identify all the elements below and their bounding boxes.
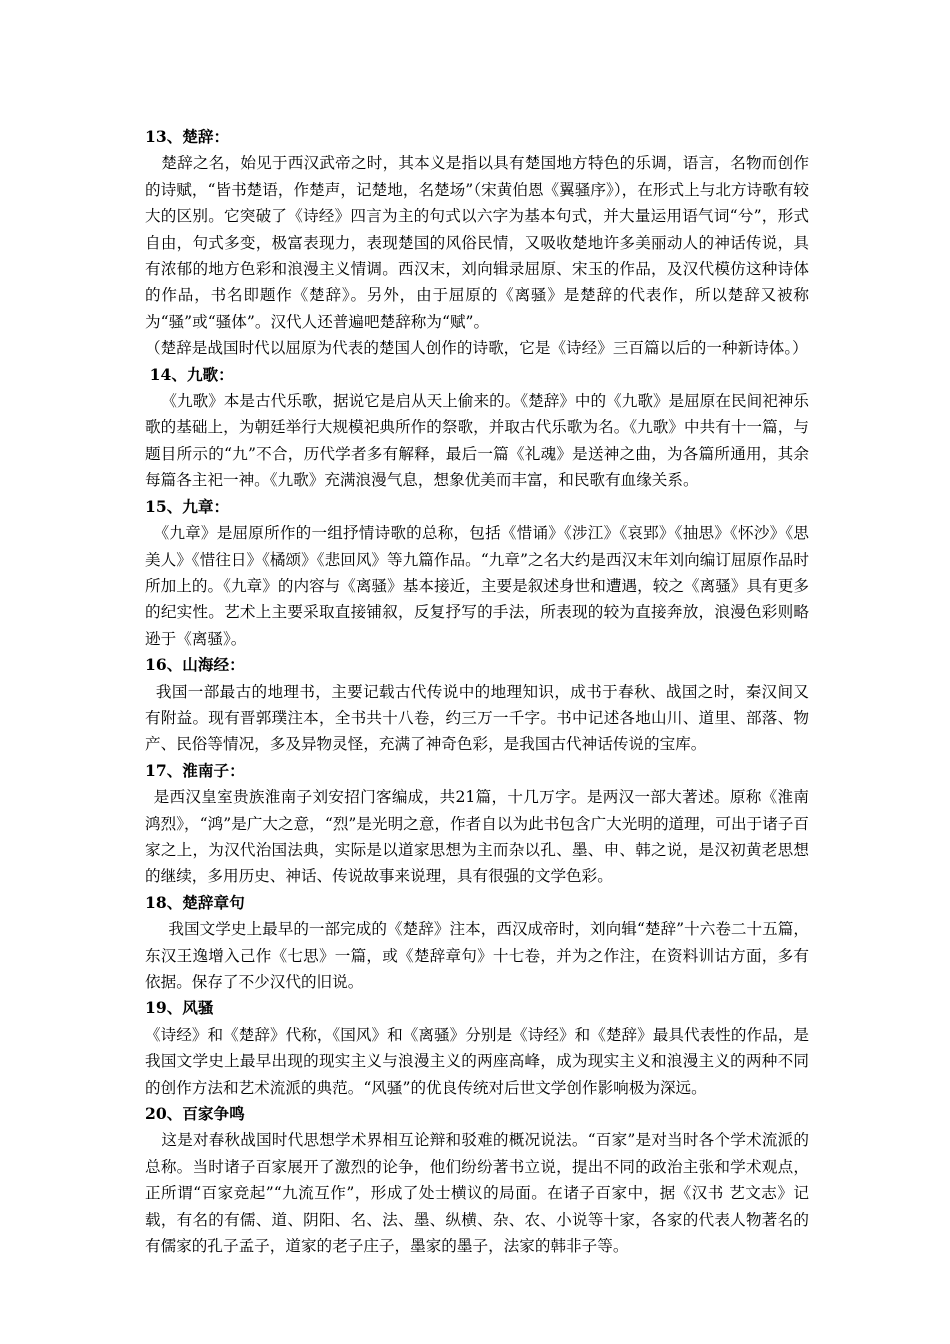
section-14-paragraph: 《九歌》本是古代乐歌，据说它是启从天上偷来的。《楚辞》中的《九歌》是屈原在民间祀神乐歌的基础上，为朝廷举行大规模祀典所作的祭歌，并取古代乐歌为名。《九歌》中共有十一篇，与题目所示的“九”不合，历代学者多有解释，最后一篇《礼魂》是送神之曲，为各篇所通用，其余每篇各主祀一神。《九歌》充满浪漫气息，想象优美而丰富，和民歌有血缘关系。	[145, 392, 809, 490]
section-15-heading: 15、九章：	[145, 496, 230, 516]
section-15-paragraph: 《九章》是屈原所作的一组抒情诗歌的总称，包括《惜诵》《涉江》《哀郢》《抽思》《怀沙》《思美人》《惜往日》《橘颂》《悲回风》等九篇作品。“九章”之名大约是西汉末年刘向编订屈原作品时所加上的。《九章》的内容与《离骚》基本接近，主要是叙述身世和遭遇，较之《离骚》具有更多的纪实性。艺术上主要采取直接铺叙，反复抒写的手法，所表现的较为直接奔放，浪漫色彩则略逊于《离骚》。	[145, 524, 809, 648]
section-19-paragraph: 《诗经》和《楚辞》代称，《国风》和《离骚》分别是《诗经》和《楚辞》最具代表性的作品，是我国文学史上最早出现的现实主义与浪漫主义的两座高峰，成为现实主义和浪漫主义的两种不同的创作方法和艺术流派的典范。“风骚”的优良传统对后世文学创作影响极为深远。	[145, 1025, 809, 1097]
section-20-paragraph: 这是对春秋战国时代思想学术界相互论辩和驳难的概况说法。“百家”是对当时各个学术流派的总称。当时诸子百家展开了激烈的论争，他们纷纷著书立说，提出不同的政治主张和学术观点，正所谓“百家竞起”“九流互作”，形成了处士横议的局面。在诸子百家中，据《汉书 艺文志》记载，有名的有儒、道、阴阳、名、法、墨、纵横、杂、农、小说等十家，各家的代表人物著名的有儒家的孔子孟子，道家的老子庄子，墨家的墨子，法家的韩非子等。	[145, 1131, 809, 1256]
section-17-heading: 17、淮南子：	[145, 760, 245, 780]
section-18-paragraph: 我国文学史上最早的一部完成的《楚辞》注本，西汉成帝时，刘向辑“楚辞”十六卷二十五篇，东汉王逸增入己作《七思》一篇，或《楚辞章句》十七卷，并为之作注，在资料训诂方面，多有依据。保存了不少汉代的旧说。	[145, 920, 809, 991]
section-19-heading: 19、风骚	[145, 998, 214, 1018]
section-13-note: （楚辞是战国时代以屈原为代表的楚国人创作的诗歌，它是《诗经》三百篇以后的一种新诗体。）	[145, 339, 808, 358]
section-20-heading: 20、百家争鸣	[145, 1104, 245, 1124]
section-17-paragraph: 是西汉皇室贵族淮南子刘安招门客编成，共21篇，十几万字。是两汉一部大著述。原称《淮南鸿烈》，“鸿”是广大之意，“烈”是光明之意，作者自以为此书包含广大光明的道理，可出于诸子百家之上，为汉代治国法典，实际是以道家思想为主而杂以孔、墨、申、韩之说，是汉初黄老思想的继续，多用历史、神话、传说故事来说理，具有很强的文学色彩。	[145, 788, 809, 886]
section-13-paragraph: 楚辞之名，始见于西汉武帝之时，其本义是指以具有楚国地方特色的乐调，语言，名物而创作的诗赋，“皆书楚语，作楚声，记楚地，名楚场”（宋黄伯恩《翼骚序》），在形式上与北方诗歌有较大的区别。它突破了《诗经》四言为主的句式以六字为基本句式，并大量运用语气词“兮”，形式自由，句式多变，极富表现力，表现楚国的风俗民情，又吸收楚地许多美丽动人的神话传说，具有浓郁的地方色彩和浪漫主义情调。西汉末，刘向辑录屈原、宋玉的作品，及汉代模仿这种诗体的作品，书名即题作《楚辞》。另外，由于屈原的《离骚》是楚辞的代表作，所以楚辞又被称为“骚”或“骚体”。汉代人还普遍吧楚辞称为“赋”。	[145, 154, 809, 331]
section-14-heading: 14、九歌：	[149, 364, 234, 384]
section-16-heading: 16、山海经：	[145, 655, 245, 675]
section-13-heading: 13、楚辞：	[145, 127, 230, 146]
document-page	[145, 124, 809, 1259]
section-16-paragraph: 我国一部最古的地理书，主要记载古代传说中的地理知识，成书于春秋、战国之时，秦汉间又有附益。现有晋郭璞注本，全书共十八卷，约三万一千字。书中记述各地山川、道里、部落、物产、民俗等情况，多及异物灵怪，充满了神奇色彩，是我国古代神话传说的宝库。	[145, 682, 809, 754]
section-18-heading: 18、楚辞章句	[145, 892, 245, 912]
